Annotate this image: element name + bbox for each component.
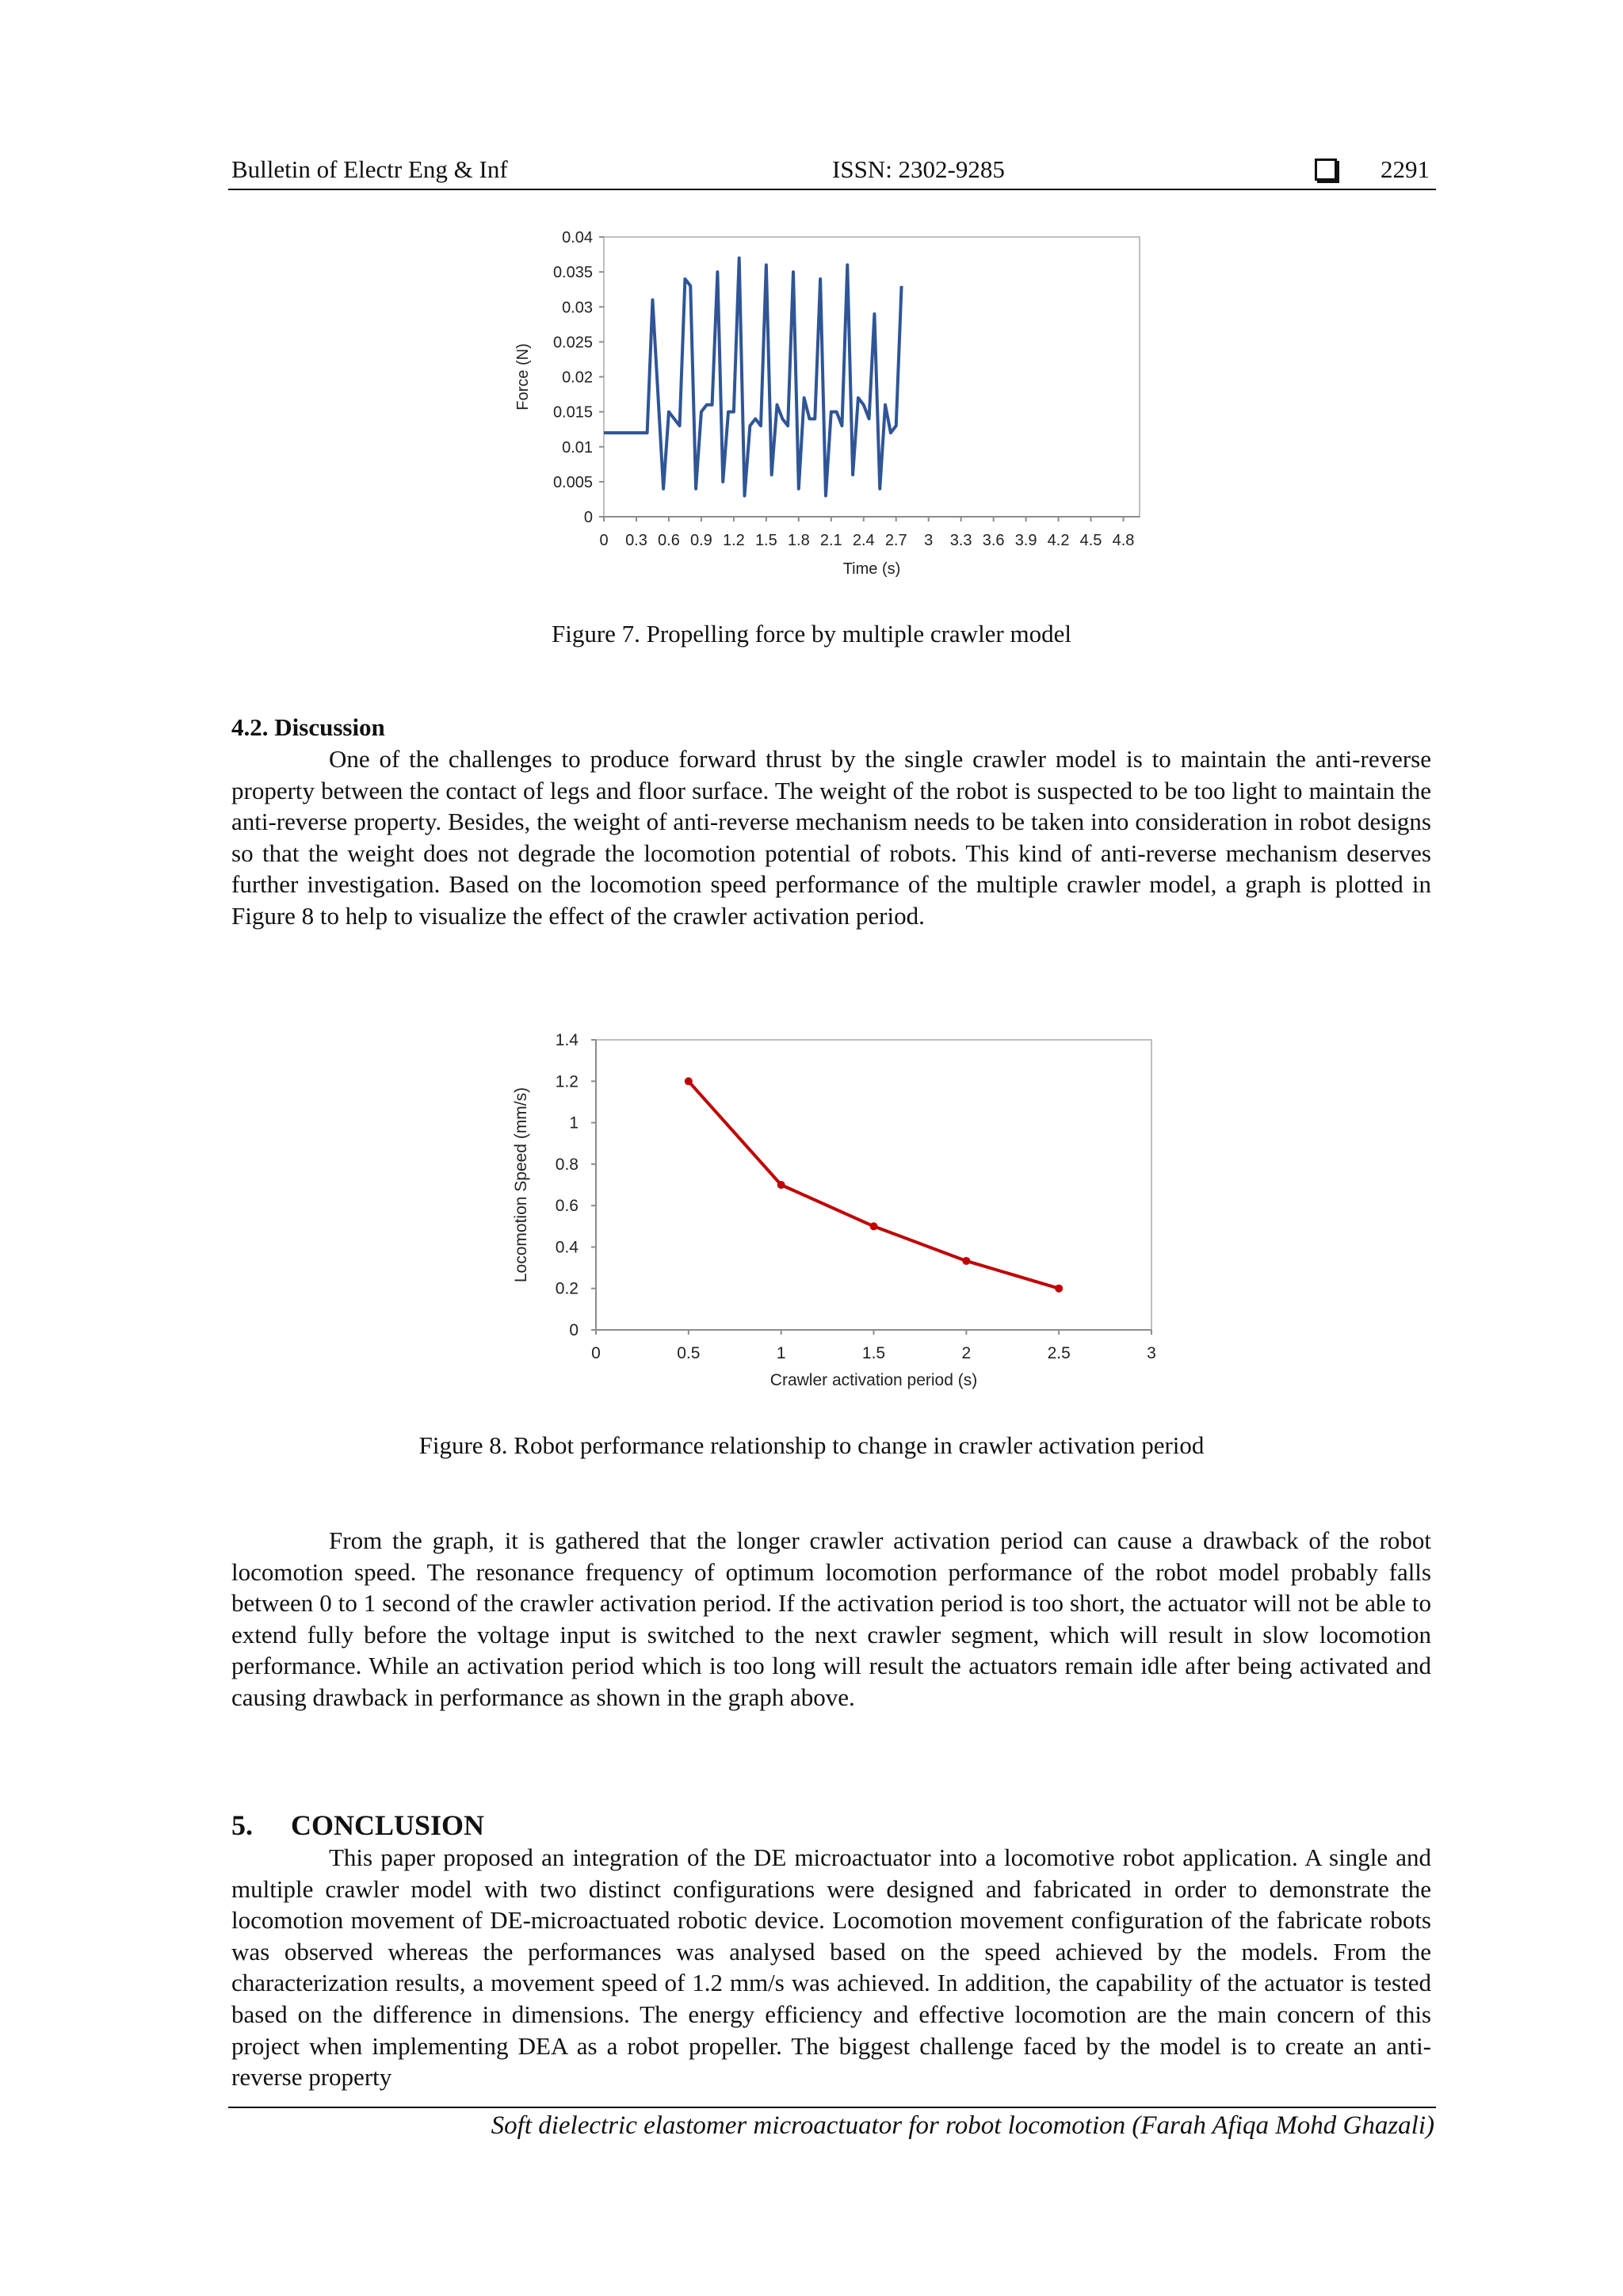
footer-paper-title: Soft dielectric elastomer microactuator for robot locomotion (Farah Afiqa Mohd Ghazali) <box>491 2111 1434 2140</box>
figure-7-x-tick-label: 2.7 <box>884 532 907 549</box>
figure-7-y-tick-label: 0.015 <box>552 403 593 422</box>
figure-8-x-axis-label: Crawler activation period (s) <box>769 1371 978 1389</box>
figure-8-x-tick-label: 1 <box>776 1344 786 1362</box>
figure-7-y-tick-label: 0.01 <box>562 438 593 457</box>
figure-8-x-tick-label: 2.5 <box>1047 1344 1071 1362</box>
discussion-paragraph-1 <box>231 743 1431 932</box>
discussion-paragraph-2 <box>231 1525 1431 1713</box>
figure-8-caption: Figure 8. Robot performance relationship to change in crawler activation period <box>418 1431 1205 1459</box>
discussion-paragraph-2-text: From the graph, it is gathered that the longer crawler activation period can cause a drawback of the robot locomotion speed. The resonance frequency of optimum locomotion performance of the robot model probably falls between 0 to 1 second of the crawler activation period. If the activation period is too short, the actuator will not be able to extend fully before the voltage input is switched to the next crawler segment, which will result in slow locomotion performance. While an activation period which is too long will result the actuators remain idle after being activated and causing drawback in performance as shown in the graph above. <box>231 1526 1431 1711</box>
figure-8-x-tick-label: 0.5 <box>677 1344 701 1362</box>
figure-7-x-tick-label: 4.8 <box>1112 532 1135 549</box>
figure-7-x-tick-label: 1.5 <box>754 532 777 549</box>
figure-8-chart <box>507 1022 1173 1403</box>
figure-7-x-tick-label: 3 <box>924 532 934 549</box>
figure-8-y-tick-label: 1 <box>569 1114 579 1133</box>
figure-8-y-tick-label: 0 <box>569 1321 579 1339</box>
header-rule <box>228 189 1436 190</box>
figure-7-x-tick-label: 2.1 <box>819 532 842 549</box>
figure-7-x-tick-label: 0 <box>599 532 609 549</box>
figure-8-data-point <box>777 1181 785 1189</box>
figure-7-x-tick-label: 3.9 <box>1014 532 1037 549</box>
conclusion-title: CONCLUSION <box>291 1809 485 1841</box>
figure-7-x-tick-label: 1.8 <box>787 532 810 549</box>
running-header <box>231 155 1434 189</box>
figure-7-x-tick-label: 4.2 <box>1047 532 1070 549</box>
figure-8-y-tick-label: 1.2 <box>555 1072 579 1091</box>
figure-7-x-tick-label: 0.9 <box>690 532 712 549</box>
figure-7-x-tick-label: 1.2 <box>722 532 745 549</box>
figure-7-y-tick-label: 0.005 <box>552 473 593 491</box>
figure-8-data-point <box>870 1222 878 1230</box>
discussion-paragraph-1-text: One of the challenges to produce forward thrust by the single crawler model is to maintain the anti-reverse property between the contact of legs and floor surface. The weight of the robot is suspected to be too light to maintain the anti-reverse property. Besides, the weight of anti-reverse mechanism needs to be taken into consideration in robot designs so that the weight does not degrade the locomotion potential of robots. This kind of anti-reverse mechanism deserves further investigation. Based on the locomotion speed performance of the multiple crawler model, a graph is plotted in Figure 8 to help to visualize the effect of the crawler activation period. <box>231 745 1431 930</box>
figure-8-x-tick-label: 1.5 <box>861 1344 886 1362</box>
figure-8-speed-series <box>689 1081 1059 1288</box>
figure-7-y-tick-label: 0.035 <box>552 264 593 282</box>
section-4-2-heading: 4.2. Discussion <box>231 713 385 741</box>
figure-8-data-point <box>962 1257 970 1265</box>
page-number: 2291 <box>1381 155 1430 183</box>
figure-7-x-tick-label: 4.5 <box>1079 532 1102 549</box>
journal-name: Bulletin of Electr Eng & Inf <box>231 155 508 183</box>
figure-8-y-tick-label: 0.2 <box>555 1279 579 1298</box>
conclusion-number: 5. <box>231 1809 253 1841</box>
conclusion-paragraph <box>231 1842 1431 2093</box>
footer-rule <box>228 2107 1436 2108</box>
figure-8-plot-frame <box>596 1040 1151 1330</box>
figure-7-caption: Figure 7. Propelling force by multiple crawler model <box>552 620 1071 648</box>
figure-7-x-tick-label: 3.6 <box>982 532 1005 549</box>
figure-8-y-tick-label: 1.4 <box>555 1031 579 1049</box>
figure-7-y-tick-label: 0.03 <box>562 299 593 317</box>
checkbox-square-icon <box>1315 159 1337 181</box>
figure-7-y-tick-label: 0.02 <box>562 369 593 387</box>
figure-8-x-tick-label: 0 <box>591 1344 601 1362</box>
figure-8-y-axis-label: Locomotion Speed (mm/s) <box>512 1087 530 1283</box>
figure-7-force-series <box>604 258 902 495</box>
figure-7-y-tick-label: 0 <box>583 509 593 526</box>
figure-7-x-tick-label: 3.3 <box>949 532 972 549</box>
figure-8-x-tick-label: 3 <box>1147 1344 1156 1362</box>
figure-8-data-point <box>685 1077 693 1085</box>
figure-7-y-tick-label: 0.025 <box>552 334 593 352</box>
figure-8-y-tick-label: 0.4 <box>555 1238 579 1257</box>
figure-8-x-tick-label: 2 <box>961 1344 972 1362</box>
figure-7-x-axis-label: Time (s) <box>842 560 901 578</box>
figure-7-y-axis-label: Force (N) <box>514 343 532 411</box>
figure-7-x-tick-label: 0.6 <box>658 532 680 549</box>
figure-8-markers <box>685 1077 1063 1292</box>
figure-8-y-tick-label: 0.6 <box>555 1197 579 1216</box>
figure-8-axes <box>556 1031 1156 1362</box>
conclusion-heading <box>231 1809 484 1842</box>
conclusion-paragraph-text: This paper proposed an integration of the DE microactuator into a locomotive robot application. A single and multiple crawler model with two distinct configurations were designed and fabricated in order to demonstrate the locomotion movement of DE-microactuated robotic device. Locomotion movement configuration of the fabricate robots was observed whereas the performances was analysed based on the speed achieved by the models. From the characterization results, a movement speed of 1.2 mm/s was achieved. In addition, the capability of the actuator is tested based on the difference in dimensions. The energy efficiency and effective locomotion are the main concern of this project when implementing DEA as a robot propeller. The biggest challenge faced by the model is to create an anti-reverse property <box>231 1843 1431 2092</box>
issn: ISSN: 2302-9285 <box>832 155 1005 183</box>
figure-7-chart <box>507 222 1157 594</box>
figure-7-x-tick-label: 0.3 <box>625 532 647 549</box>
figure-8-data-point <box>1055 1285 1063 1293</box>
figure-7-x-tick-label: 2.4 <box>852 532 875 549</box>
figure-8-y-tick-label: 0.8 <box>555 1155 579 1174</box>
figure-7-y-tick-label: 0.04 <box>562 229 593 246</box>
